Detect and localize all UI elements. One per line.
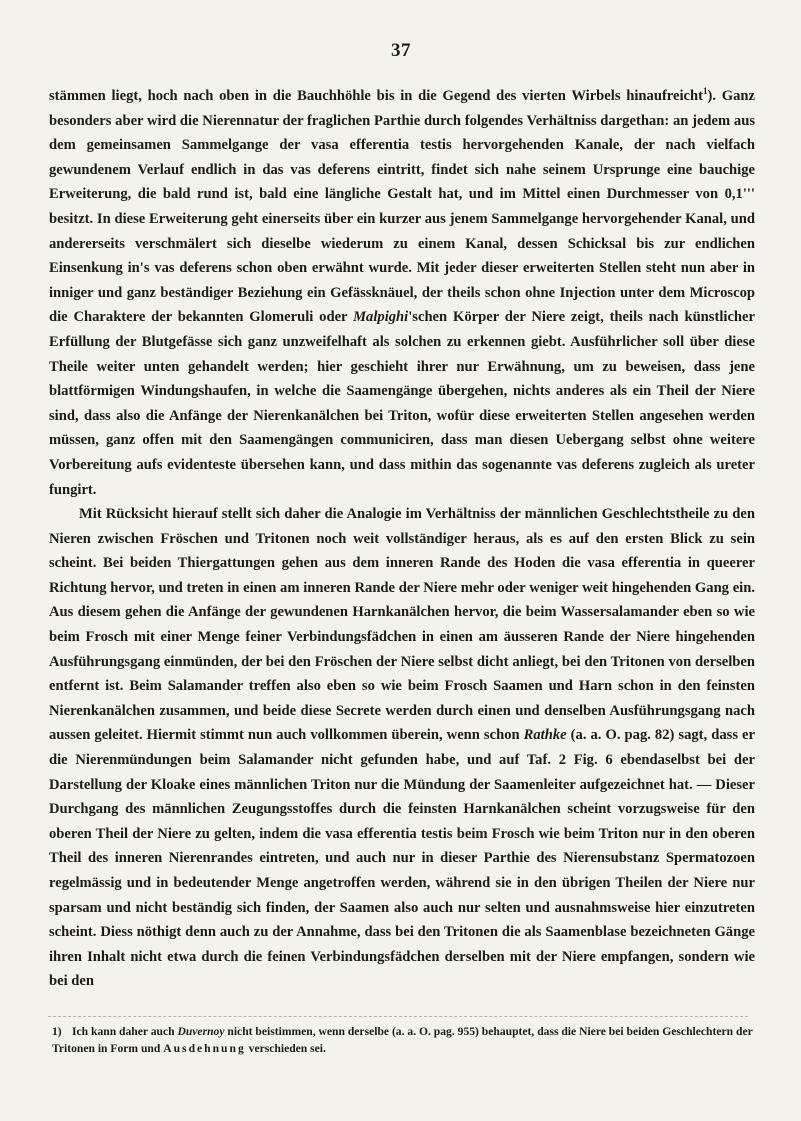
footnote-reference[interactable]: 1 (703, 86, 708, 97)
paragraph-2: Mit Rücksicht hierauf stellt sich daher die Analogie im Verhältniss der männlichen Geschlechtstheile zu den Nieren zwischen Fröschen und Tritonen noch weit vollständiger heraus, als es auf den ersten Blick zu sein scheint. Bei beiden Thiergattungen gehen aus dem inneren Rande des Hoden die vasa efferentia in queerer Richtung hervor, und treten in einen am inneren Rande der Niere mehr oder weniger weit hingehenden Gang ein. Aus diesem gehen die Anfänge der gewundenen Harnkanälchen hervor, die beim Wassersalamander eben so wie beim Frosch mit einer Menge feiner Verbindungsfädchen in einen am äusseren Rande der Niere hingehenden Ausführungsgang einmünden, der bei den Fröschen der Niere selbst dicht anliegt, bei den Tritonen von derselben entfernt ist. Beim Salamander treffen also eben so wie beim Frosch Saamen und Harn schon in den feinsten Nierenkanälchen zusammen, und beide diese Secrete werden durch einen und denselben Ausführungsgang nach aussen geleitet. Hiermit stimmt nun auch vollkommen überein, wenn schon Rathke (a. a. O. pag. 82) sagt, dass er die Nierenmündungen beim Salamander nicht gefunden habe, und auf Taf. 2 Fig. 6 ebendaselbst bei der Darstellung der Kloake eines männlichen Triton nur die Mündung der Saamenleiter aufgezeichnet hat. — Dieser Durchgang des männlichen Zeugungsstoffes durch die feinsten Harnkanälchen scheint vorzugsweise für den oberen Theil der Niere zu gelten, indem die vasa efferentia testis beim Frosch wie beim Triton nur in den oberen Theil des inneren Nierenrandes eintreten, und auch nur in dieser Parthie des Nierensubstanz Spermatozoen regelmässig und in bedeutender Menge angetroffen werden, während sie in den übrigen Theilen der Niere nur sparsam und nicht beständig sich finden, der Saamen also auch nur selten und ausnahmsweise hier einzutreten scheint. Diess nöthigt denn auch zu der Annahme, dass bei den Tritonen die als Saamenblase bezeichneten Gänge ihren Inhalt nicht etwa durch die feinen Verbindungsfädchen derselben mit der Niere empfangen, sondern wie bei den (49, 506, 755, 990)
footnote-1: 1) Ich kann daher auch Duvernoy nicht beistimmen, wenn derselbe (a. a. O. pag. 955) behauptet, dass die Niere bei beiden Geschlechtern der Tritonen in Form und Ausdehnung verschieden sei. (52, 1025, 753, 1055)
footnotes (52, 1023, 756, 1057)
spaced-emphasis: Ausdehnung (163, 1042, 246, 1055)
paragraph-1: stämmen liegt, hoch nach oben in die Bauchhöhle bis in die Gegend des vierten Wirbels hinaufreicht$^1$). Ganz besonders aber wird die Nierennatur der fraglichen Parthie durch folgendes Verhältniss dargethan: an jedem aus dem gemeinsamen Sammelgange der vasa efferentia testis hervorgehenden Kanale, der nach vielfach gewundenem Verlauf endlich in das vas deferens eintritt, findet sich nahe seinem Ursprunge eine bauchige Erweiterung, die bald rund ist, bald eine längliche Gestalt hat, und im Mittel einen Durchmesser von 0,1''' besitzt. In diese Erweiterung geht einerseits über ein kurzer aus jenem Sammelgange hervorgehender Kanal, und andererseits verschmälert sich dieselbe wiederum zu einem Kanal, dessen Schicksal bis zur endlichen Einsenkung in's vas deferens schon oben erwähnt wurde. Mit jeder dieser erweiterten Stellen steht nun aber in inniger und ganz beständiger Beziehung ein Gefässknäuel, der theils schon ohne Injection unter dem Microscop die Charaktere der bekannten Glomeruli oder Malpighi'schen Körper der Niere zeigt, theils nach künstlicher Erfüllung der Blutgefässe sich ganz unzweifelhaft als solchen zu erkennen giebt. Ausführlicher soll über diese Theile weiter unten gehandelt werden; hier geschieht ihrer nur Erwähnung, um zu beweisen, dass jene blattförmigen Windungshaufen, in welche die Saamengänge übergehen, nichts anderes als ein Theil der Niere sind, dass also die Anfänge der Nierenkanälchen bei Triton, wofür diese erweiterten Stellen angesehen werden müssen, ganz offen mit den Saamengängen communiciren, dass man diesen Uebergang selbst ohne weitere Vorbereitung aufs evidenteste übersehen kann, und dass mithin das sogenannte vas deferens zugleich als ureter fungirt. (49, 86, 755, 498)
author-name: Rathke (523, 727, 567, 744)
author-name: Duvernoy (177, 1025, 225, 1038)
footnote-divider (48, 1016, 748, 1017)
author-name: Malpighi (353, 309, 409, 326)
body-text (49, 84, 755, 994)
page-number: 37 (391, 40, 411, 61)
footnote-marker: 1) (52, 1025, 62, 1038)
